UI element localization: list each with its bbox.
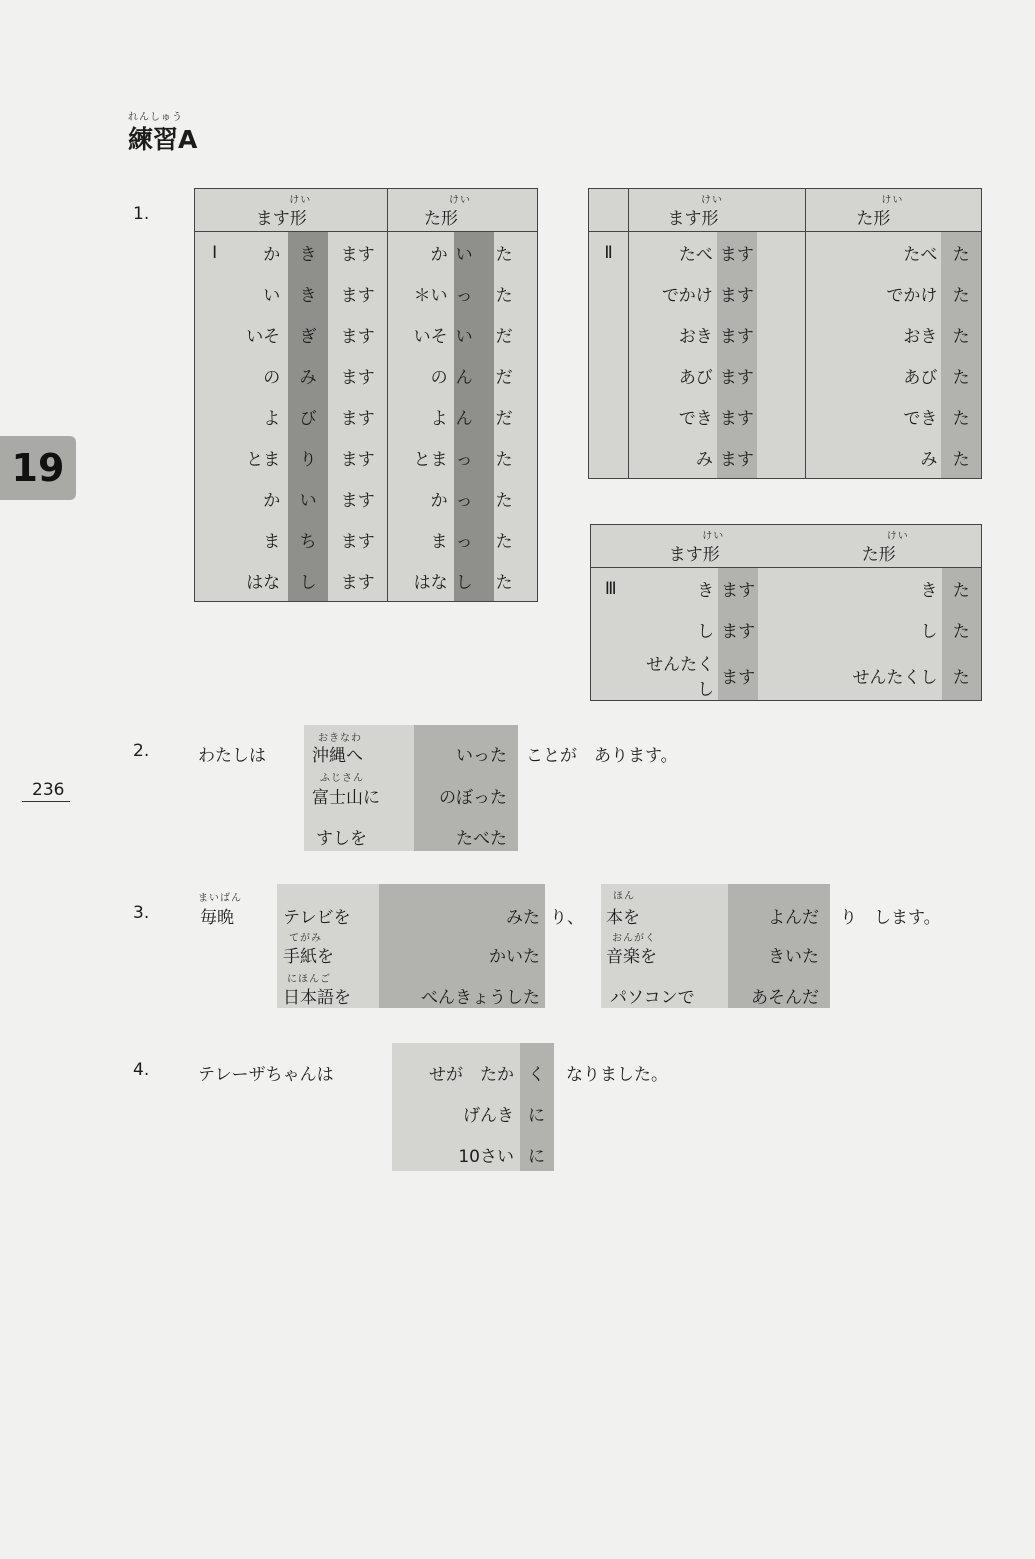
table-row	[591, 609, 982, 650]
header-ta-form: けい た形	[388, 189, 494, 232]
stem-cell: の	[234, 355, 288, 396]
stem-cell: はな	[234, 560, 288, 602]
masu-cell: ます	[328, 437, 388, 478]
ta-ending-cell: ん	[454, 355, 494, 396]
stem-cell: たべ	[629, 232, 717, 274]
group-cell	[589, 355, 629, 396]
masu-cell: ます	[328, 314, 388, 355]
ta-ending-cell: っ	[454, 437, 494, 478]
ex3-verb2-0: よんだ	[768, 908, 819, 928]
spacer-stem-cell: あび	[805, 355, 941, 396]
ta-ending-cell: っ	[454, 478, 494, 519]
group-cell	[589, 396, 629, 437]
stem-cell: よ	[388, 396, 454, 437]
ta-cell: た	[941, 232, 981, 274]
title-furigana: れんしゅう	[128, 112, 183, 123]
ex4-suffix: なりました。	[566, 1065, 668, 1085]
header-masu-form: けい ます形	[234, 189, 328, 232]
group-cell	[589, 437, 629, 479]
spacer-cell	[757, 355, 805, 396]
ex3-obj2-furi-0: ほん	[613, 891, 635, 902]
ta-cell: た	[494, 232, 538, 274]
spacer-cell	[758, 609, 816, 650]
ex3-obj1-furi-2: にほんご	[287, 974, 331, 985]
spacer-cell	[758, 650, 816, 701]
ex3-ri-2: り します。	[840, 908, 941, 928]
ex3-lead: 毎晩	[200, 908, 234, 928]
header-masu-form: けい ます形	[629, 189, 757, 232]
table-row	[589, 232, 982, 274]
ex2-prefix: わたしは	[198, 746, 266, 766]
ex3-verb1-0: みた	[506, 908, 540, 928]
chapter-tab: 19	[0, 436, 76, 500]
spacer-stem-cell: おき	[805, 314, 941, 355]
ta-cell: た	[942, 568, 982, 610]
ta-cell: た	[494, 519, 538, 560]
stem-cell: よ	[234, 396, 288, 437]
spacer-cell	[757, 437, 805, 479]
ta-cell: た	[941, 437, 981, 479]
spacer-cell	[757, 396, 805, 437]
masu-cell: ます	[717, 396, 757, 437]
table-row	[195, 519, 538, 560]
ex2-place-0: 沖縄へ	[312, 746, 363, 766]
stem-cell: し	[630, 609, 718, 650]
ta-ending-cell: し	[454, 560, 494, 602]
table-row	[195, 355, 538, 396]
spacer-cell	[757, 232, 805, 274]
page-title: 練習A	[128, 125, 198, 154]
masu-cell: ます	[328, 273, 388, 314]
masu-ending-cell: り	[288, 437, 328, 478]
ta-cell: た	[494, 560, 538, 602]
ex3-verb2-1: きいた	[768, 947, 819, 967]
stem-cell: か	[388, 232, 454, 274]
group-cell	[589, 314, 629, 355]
ex2-place-2: すしを	[316, 829, 367, 849]
ex3-lead-furi: まいばん	[198, 893, 242, 904]
masu-ending-cell: み	[288, 355, 328, 396]
spacer-stem-cell: たべ	[805, 232, 941, 274]
ex3-obj1-2: 日本語を	[283, 988, 351, 1008]
stem-cell: か	[388, 478, 454, 519]
ex3-obj2-1: 音楽を	[606, 947, 657, 967]
stem-cell: いそ	[388, 314, 454, 355]
group-cell	[195, 560, 235, 602]
conjugation-table-group2	[588, 188, 982, 479]
header-ta-form: けい た形	[816, 525, 942, 568]
table-row	[195, 396, 538, 437]
masu-cell: ます	[717, 355, 757, 396]
stem-cell: き	[816, 568, 942, 610]
masu-ending-cell: び	[288, 396, 328, 437]
masu-cell: ます	[328, 560, 388, 602]
ta-cell: だ	[494, 396, 538, 437]
ex2-furi-1: ふじさん	[320, 773, 364, 784]
ex3-obj2-furi-1: おんがく	[612, 933, 656, 944]
table-row	[195, 437, 538, 478]
ta-cell: だ	[494, 355, 538, 396]
ex2-furi-0: おきなわ	[318, 733, 362, 744]
stem-cell: はな	[388, 560, 454, 602]
spacer-stem-cell: でき	[805, 396, 941, 437]
ex3-obj1-0: テレビを	[283, 908, 351, 928]
masu-cell: ます	[718, 568, 758, 610]
ex3-number: 3.	[133, 903, 150, 923]
masu-ending-cell: ち	[288, 519, 328, 560]
ta-ending-cell: っ	[454, 273, 494, 314]
ex4-number: 4.	[133, 1060, 150, 1080]
masu-ending-cell: い	[288, 478, 328, 519]
ex1-number: 1.	[133, 204, 150, 224]
stem-cell: い	[234, 273, 288, 314]
stem-cell: とま	[234, 437, 288, 478]
ex3-ri-1: り、	[550, 908, 584, 928]
masu-cell: ます	[717, 437, 757, 479]
ex4-prefix: テレーザちゃんは	[198, 1065, 334, 1085]
ex4-adj-2: 10さい	[458, 1147, 514, 1167]
ex3-verb1-2: べんきょうした	[421, 988, 540, 1008]
ta-cell: た	[942, 650, 982, 701]
ta-cell: だ	[494, 314, 538, 355]
table-row	[591, 568, 982, 610]
group-cell	[195, 478, 235, 519]
masu-ending-cell: ぎ	[288, 314, 328, 355]
conjugation-table-group1	[194, 188, 538, 602]
masu-ending-cell: き	[288, 273, 328, 314]
ex4-part-2: に	[528, 1147, 545, 1167]
group-cell	[195, 396, 235, 437]
stem-cell: ＊い	[388, 273, 454, 314]
spacer-stem-cell: み	[805, 437, 941, 479]
table-row	[591, 650, 982, 701]
ex2-place-1: 富士山に	[312, 788, 380, 808]
spacer-cell	[757, 273, 805, 314]
group-cell: Ⅰ	[195, 232, 235, 274]
masu-cell: ます	[328, 396, 388, 437]
ex3-obj1-furi-1: てがみ	[289, 933, 322, 944]
ta-cell: た	[941, 314, 981, 355]
ta-ending-cell: い	[454, 232, 494, 274]
spacer-cell	[757, 314, 805, 355]
page-number: 236	[22, 780, 70, 802]
group-cell	[591, 650, 631, 701]
ex3-verb1-1: かいた	[489, 947, 540, 967]
ta-ending-cell: い	[454, 314, 494, 355]
ex2-number: 2.	[133, 741, 150, 761]
group-cell	[195, 437, 235, 478]
table-row	[589, 273, 982, 314]
masu-ending-cell: き	[288, 232, 328, 274]
masu-cell: ます	[718, 650, 758, 701]
ta-cell: た	[942, 609, 982, 650]
stem-cell: み	[629, 437, 717, 479]
stem-cell: せんたくし	[630, 650, 718, 701]
stem-cell: おき	[629, 314, 717, 355]
table-row	[195, 560, 538, 602]
ex4-adj-0: せが たか	[429, 1065, 514, 1085]
table-row	[589, 437, 982, 479]
group-cell: Ⅲ	[591, 568, 631, 610]
stem-cell: か	[234, 232, 288, 274]
stem-cell: か	[234, 478, 288, 519]
ta-ending-cell: ん	[454, 396, 494, 437]
group-cell	[195, 519, 235, 560]
conjugation-table-group3	[590, 524, 982, 701]
stem-cell: でかけ	[629, 273, 717, 314]
ex3-obj1-1: 手紙を	[283, 947, 334, 967]
group-cell	[195, 273, 235, 314]
masu-cell: ます	[328, 232, 388, 274]
stem-cell: き	[630, 568, 718, 610]
ex2-suffix: ことが あります。	[526, 746, 678, 766]
ta-cell: た	[494, 478, 538, 519]
masu-ending-cell: し	[288, 560, 328, 602]
ex4-part-1: に	[528, 1106, 545, 1126]
table-row	[195, 478, 538, 519]
masu-cell: ます	[717, 273, 757, 314]
ta-cell: た	[494, 273, 538, 314]
ex4-part-0: く	[528, 1065, 545, 1085]
table-row	[589, 355, 982, 396]
spacer-stem-cell: でかけ	[805, 273, 941, 314]
spacer-cell	[758, 568, 816, 610]
header-masu-form: けい ます形	[630, 525, 758, 568]
stem-cell: あび	[629, 355, 717, 396]
ex3-verb2-2: あそんだ	[751, 988, 819, 1008]
group-cell	[195, 314, 235, 355]
ta-cell: た	[494, 437, 538, 478]
ex4-adj-1: げんき	[463, 1106, 514, 1126]
ta-cell: た	[941, 355, 981, 396]
group-cell: Ⅱ	[589, 232, 629, 274]
ex2-verb-2: たべた	[456, 829, 507, 849]
group-cell	[195, 355, 235, 396]
stem-cell: でき	[629, 396, 717, 437]
stem-cell: し	[816, 609, 942, 650]
ex3-obj2-0: 本を	[606, 908, 640, 928]
ex2-verb-0: いった	[456, 746, 507, 766]
masu-cell: ます	[717, 232, 757, 274]
group-cell	[589, 273, 629, 314]
ta-ending-cell: っ	[454, 519, 494, 560]
ta-cell: た	[941, 273, 981, 314]
ta-cell: た	[941, 396, 981, 437]
masu-cell: ます	[718, 609, 758, 650]
masu-cell: ます	[328, 519, 388, 560]
stem-cell: ま	[388, 519, 454, 560]
stem-cell: いそ	[234, 314, 288, 355]
ex2-verb-1: のぼった	[439, 788, 507, 808]
masu-cell: ます	[717, 314, 757, 355]
stem-cell: の	[388, 355, 454, 396]
table-row	[589, 396, 982, 437]
header-ta-form: けい た形	[805, 189, 941, 232]
group-cell	[591, 609, 631, 650]
table-row	[589, 314, 982, 355]
masu-cell: ます	[328, 355, 388, 396]
stem-cell: せんたくし	[816, 650, 942, 701]
ex3-obj2-2: パソコンで	[610, 988, 695, 1008]
table-row	[195, 314, 538, 355]
stem-cell: とま	[388, 437, 454, 478]
table-row	[195, 273, 538, 314]
stem-cell: ま	[234, 519, 288, 560]
table-row	[195, 232, 538, 274]
masu-cell: ます	[328, 478, 388, 519]
